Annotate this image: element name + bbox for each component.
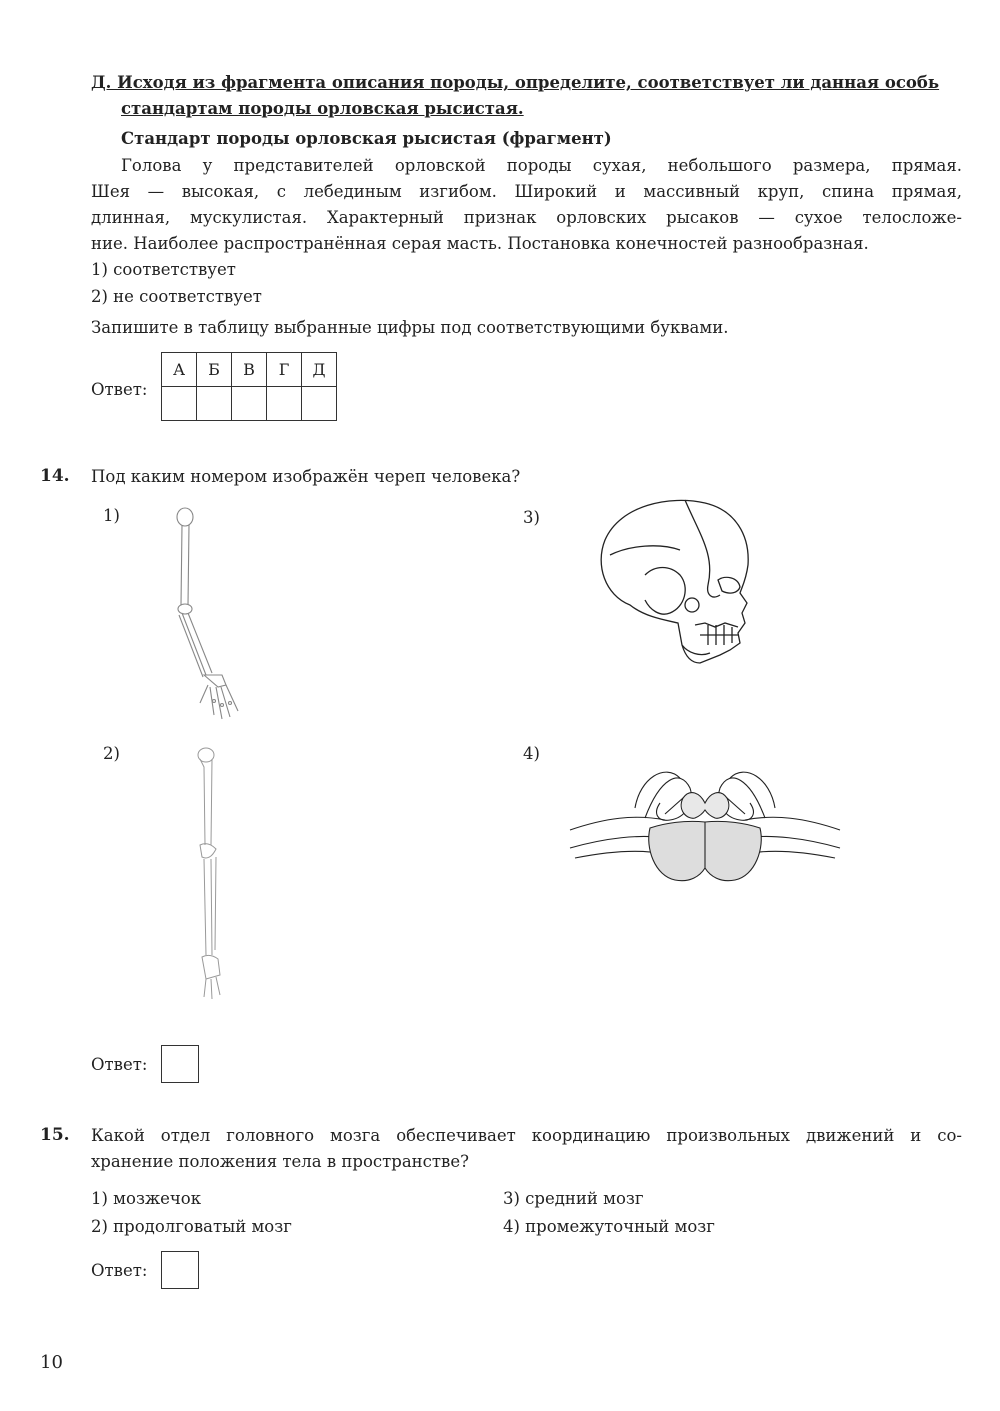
answer-label-15: Ответ: — [91, 1261, 148, 1280]
skull-icon — [590, 495, 765, 675]
question-15-line1: Какой отдел головного мозга обеспечивает координацию произвольных движений и со- — [91, 1126, 962, 1145]
task-d-line1: Д. Исходя из фрагмента описания породы, определите, соответствует ли данная особь — [91, 73, 940, 92]
col-v: В — [232, 353, 267, 387]
question-14-number: 14. — [40, 466, 70, 486]
answer-table-header — [162, 353, 337, 387]
col-g: Г — [267, 353, 302, 387]
answer-label-d: Ответ: — [91, 380, 148, 399]
col-a: А — [162, 353, 197, 387]
standard-text-line3: длинная, мускулистая. Характерный признак орловских рысаков — сухое телосложе- — [91, 208, 962, 227]
col-d: Д — [302, 353, 337, 387]
leg-skeleton-icon — [180, 745, 250, 1005]
arm-skeleton-icon — [160, 505, 270, 730]
spinal-cord-section-icon — [565, 758, 845, 888]
answer-cell-b[interactable] — [197, 387, 232, 421]
answer-cell-g[interactable] — [267, 387, 302, 421]
question-15-line2: хранение положения тела в пространстве? — [91, 1152, 469, 1171]
answer-cell-d[interactable] — [302, 387, 337, 421]
page-number: 10 — [40, 1352, 63, 1373]
standard-title: Стандарт породы орловская рысистая (фрагмент) — [121, 129, 612, 148]
figure-4-label: 4) — [523, 744, 540, 763]
answer-cell-a[interactable] — [162, 387, 197, 421]
answer-cell-v[interactable] — [232, 387, 267, 421]
option-d-2: 2) не соответствует — [91, 287, 262, 306]
option-15-3: 3) средний мозг — [503, 1189, 644, 1208]
figure-3-label: 3) — [523, 508, 540, 527]
option-15-1: 1) мозжечок — [91, 1189, 202, 1208]
option-15-2: 2) продолговатый мозг — [91, 1217, 292, 1236]
standard-text-line1: Голова у представителей орловской породы сухая, небольшого размера, прямая. — [121, 156, 962, 175]
standard-text-line2: Шея — высокая, с лебединым изгибом. Широкий и массивный круп, спина прямая, — [91, 182, 962, 201]
answer-table — [161, 352, 337, 421]
answer-table-inputs — [162, 387, 337, 421]
question-15-number: 15. — [40, 1125, 70, 1145]
figure-1-label: 1) — [103, 506, 120, 525]
answer-box-15[interactable] — [161, 1251, 199, 1289]
table-instruction: Запишите в таблицу выбранные цифры под соответствующими буквами. — [91, 318, 729, 337]
option-d-1: 1) соответствует — [91, 260, 236, 279]
figure-2-label: 2) — [103, 744, 120, 763]
question-14-text: Под каким номером изображён череп человека? — [91, 467, 521, 486]
col-b: Б — [197, 353, 232, 387]
answer-box-14[interactable] — [161, 1045, 199, 1083]
standard-text-line4: ние. Наиболее распространённая серая масть. Постановка конечностей разнообразная. — [91, 234, 869, 253]
answer-label-14: Ответ: — [91, 1055, 148, 1074]
option-15-4: 4) промежуточный мозг — [503, 1217, 715, 1236]
task-d-line2: стандартам породы орловская рысистая. — [121, 99, 524, 118]
